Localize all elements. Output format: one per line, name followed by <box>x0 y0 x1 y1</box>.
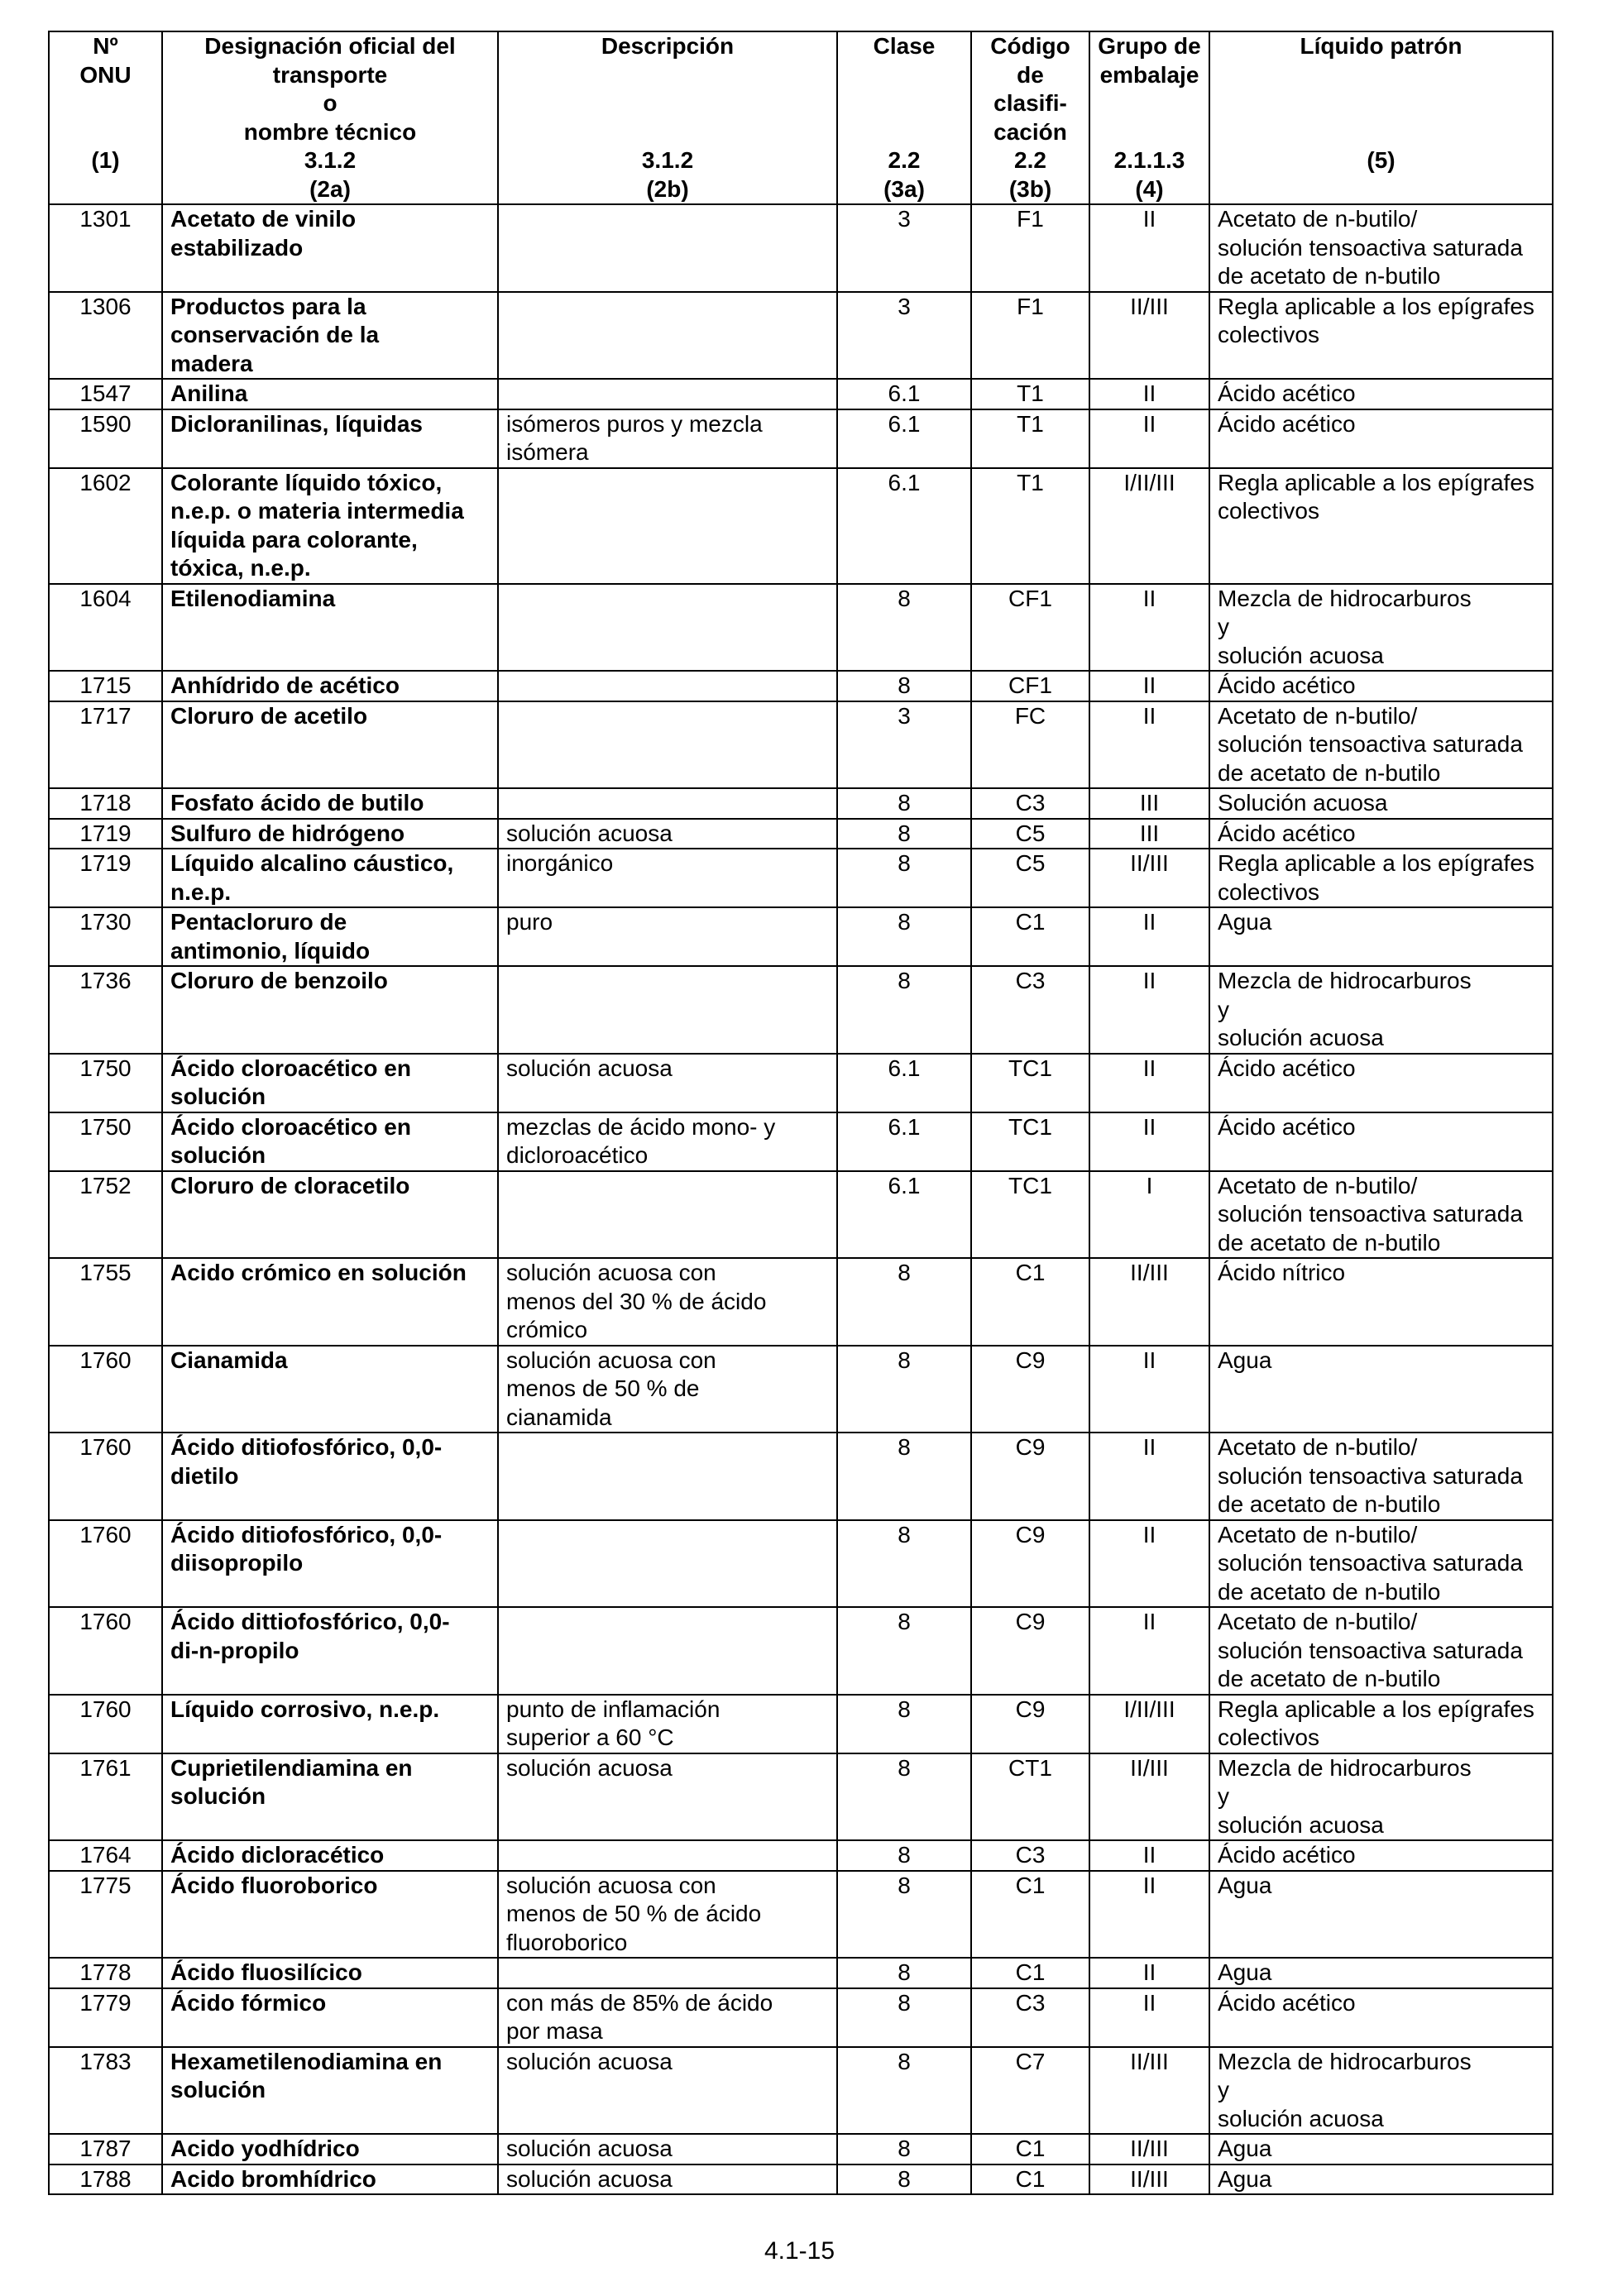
class-cell: 8 <box>837 819 971 849</box>
class-cell: 8 <box>837 1346 971 1433</box>
standard-liquid-cell: Acetato de n-butilo/ solución tensoactiva saturada de acetato de n-butilo <box>1209 1607 1553 1695</box>
standard-liquid-cell: Ácido acético <box>1209 409 1553 468</box>
table-row <box>49 584 1553 672</box>
class-cell: 8 <box>837 2164 971 2195</box>
un-number-cell: 1761 <box>49 1753 162 1841</box>
table-row <box>49 379 1553 409</box>
table-row <box>49 1695 1553 1753</box>
header-class: Clase <box>837 31 971 146</box>
table-row <box>49 2047 1553 2135</box>
table-row <box>49 1871 1553 1959</box>
class-cell: 8 <box>837 1871 971 1959</box>
class-cell: 3 <box>837 292 971 380</box>
official-name-cell: Ácido fluosilícico <box>162 1958 498 1988</box>
class-cell: 8 <box>837 2047 971 2135</box>
description-cell: solución acuosa con menos de 50 % de cianamida <box>498 1346 837 1433</box>
table-row <box>49 966 1553 1054</box>
header-un-number: Nº ONU <box>49 31 162 146</box>
packing-group-cell: II/III <box>1089 292 1209 380</box>
classification-code-cell: C9 <box>971 1346 1089 1433</box>
packing-group-cell: II/III <box>1089 1753 1209 1841</box>
classification-code-cell: C9 <box>971 1520 1089 1608</box>
classification-code-cell: C3 <box>971 788 1089 819</box>
un-number-cell: 1718 <box>49 788 162 819</box>
classification-code-cell: C1 <box>971 1258 1089 1346</box>
table-body <box>49 204 1553 2194</box>
description-cell: punto de inflamación superior a 60 °C <box>498 1695 837 1753</box>
official-name-cell: Cianamida <box>162 1346 498 1433</box>
header-ref-cell: 2.1.1.3 (4) <box>1089 146 1209 204</box>
un-number-cell: 1760 <box>49 1695 162 1753</box>
class-cell: 8 <box>837 584 971 672</box>
un-number-cell: 1750 <box>49 1054 162 1112</box>
official-name-cell: Ácido dicloracético <box>162 1840 498 1871</box>
class-cell: 3 <box>837 204 971 292</box>
standard-liquid-cell: Regla aplicable a los epígrafes colectivos <box>1209 849 1553 907</box>
standard-liquid-cell: Agua <box>1209 2164 1553 2195</box>
classification-code-cell: C1 <box>971 1871 1089 1959</box>
official-name-cell: Ácido ditiofosfórico, 0,0- dietilo <box>162 1433 498 1520</box>
class-cell: 6.1 <box>837 409 971 468</box>
class-cell: 8 <box>837 1958 971 1988</box>
standard-liquid-cell: Agua <box>1209 1346 1553 1433</box>
un-number-cell: 1783 <box>49 2047 162 2135</box>
packing-group-cell: II/III <box>1089 849 1209 907</box>
classification-code-cell: C3 <box>971 1988 1089 2047</box>
un-number-cell: 1778 <box>49 1958 162 1988</box>
description-cell <box>498 1840 837 1871</box>
classification-code-cell: C1 <box>971 2134 1089 2164</box>
class-cell: 8 <box>837 1753 971 1841</box>
official-name-cell: Ácido fórmico <box>162 1988 498 2047</box>
packing-group-cell: I/II/III <box>1089 468 1209 584</box>
packing-group-cell: II <box>1089 1840 1209 1871</box>
packing-group-cell: II <box>1089 701 1209 789</box>
un-number-cell: 1719 <box>49 849 162 907</box>
table-row <box>49 1433 1553 1520</box>
class-cell: 6.1 <box>837 1171 971 1259</box>
un-number-cell: 1604 <box>49 584 162 672</box>
un-number-cell: 1590 <box>49 409 162 468</box>
un-number-cell: 1306 <box>49 292 162 380</box>
un-number-cell: 1775 <box>49 1871 162 1959</box>
official-name-cell: Anilina <box>162 379 498 409</box>
table-row <box>49 701 1553 789</box>
class-cell: 8 <box>837 2134 971 2164</box>
class-cell: 6.1 <box>837 1054 971 1112</box>
packing-group-cell: II/III <box>1089 2134 1209 2164</box>
packing-group-cell: II <box>1089 907 1209 966</box>
packing-group-cell: II <box>1089 584 1209 672</box>
classification-code-cell: C1 <box>971 2164 1089 2195</box>
standard-liquid-cell: Ácido acético <box>1209 819 1553 849</box>
description-cell <box>498 468 837 584</box>
table-row <box>49 671 1553 701</box>
un-number-cell: 1750 <box>49 1112 162 1171</box>
un-number-cell: 1764 <box>49 1840 162 1871</box>
description-cell <box>498 1958 837 1988</box>
description-cell: con más de 85% de ácido por masa <box>498 1988 837 2047</box>
un-number-cell: 1717 <box>49 701 162 789</box>
official-name-cell: Cloruro de cloracetilo <box>162 1171 498 1259</box>
table-row <box>49 907 1553 966</box>
standard-liquid-cell: Ácido acético <box>1209 1840 1553 1871</box>
standard-liquid-cell: Ácido acético <box>1209 671 1553 701</box>
un-number-cell: 1602 <box>49 468 162 584</box>
packing-group-cell: II <box>1089 1520 1209 1608</box>
standard-liquid-cell: Ácido nítrico <box>1209 1258 1553 1346</box>
packing-group-cell: II <box>1089 1988 1209 2047</box>
official-name-cell: Anhídrido de acético <box>162 671 498 701</box>
packing-group-cell: II <box>1089 1958 1209 1988</box>
description-cell: solución acuosa con menos de 50 % de ácido fluoroborico <box>498 1871 837 1959</box>
packing-group-cell: II/III <box>1089 2164 1209 2195</box>
header-ref-cell: 3.1.2 (2a) <box>162 146 498 204</box>
class-cell: 6.1 <box>837 379 971 409</box>
standard-liquid-cell: Regla aplicable a los epígrafes colectivos <box>1209 468 1553 584</box>
description-cell <box>498 1520 837 1608</box>
table-row <box>49 1520 1553 1608</box>
description-cell <box>498 671 837 701</box>
standard-liquid-cell: Acetato de n-butilo/ solución tensoactiva saturada de acetato de n-butilo <box>1209 1171 1553 1259</box>
official-name-cell: Cuprietilendiamina en solución <box>162 1753 498 1841</box>
standard-liquid-cell: Agua <box>1209 1871 1553 1959</box>
description-cell: solución acuosa <box>498 1054 837 1112</box>
table-row <box>49 849 1553 907</box>
description-cell <box>498 701 837 789</box>
classification-code-cell: CT1 <box>971 1753 1089 1841</box>
classification-code-cell: CF1 <box>971 584 1089 672</box>
description-cell <box>498 1171 837 1259</box>
table-row <box>49 204 1553 292</box>
packing-group-cell: II <box>1089 409 1209 468</box>
class-cell: 8 <box>837 1433 971 1520</box>
class-cell: 6.1 <box>837 468 971 584</box>
table-row <box>49 292 1553 380</box>
official-name-cell: Líquido corrosivo, n.e.p. <box>162 1695 498 1753</box>
description-cell <box>498 379 837 409</box>
table-row <box>49 1054 1553 1112</box>
packing-group-cell: II <box>1089 1607 1209 1695</box>
classification-code-cell: T1 <box>971 379 1089 409</box>
description-cell: solución acuosa <box>498 2047 837 2135</box>
un-number-cell: 1715 <box>49 671 162 701</box>
class-cell: 8 <box>837 1695 971 1753</box>
description-cell: mezclas de ácido mono- y dicloroacético <box>498 1112 837 1171</box>
table-row <box>49 788 1553 819</box>
classification-code-cell: TC1 <box>971 1171 1089 1259</box>
classification-code-cell: F1 <box>971 292 1089 380</box>
class-cell: 6.1 <box>837 1112 971 1171</box>
packing-group-cell: II/III <box>1089 1258 1209 1346</box>
classification-code-cell: C3 <box>971 1840 1089 1871</box>
classification-code-cell: C9 <box>971 1607 1089 1695</box>
description-cell: solución acuosa con menos del 30 % de ácido crómico <box>498 1258 837 1346</box>
table-row <box>49 819 1553 849</box>
header-classification-code: Código de clasifi- cación <box>971 31 1089 146</box>
header-ref-cell: (1) <box>49 146 162 204</box>
standard-liquid-cell: Ácido acético <box>1209 1112 1553 1171</box>
table-row <box>49 1988 1553 2047</box>
official-name-cell: Ácido cloroacético en solución <box>162 1112 498 1171</box>
packing-group-cell: III <box>1089 788 1209 819</box>
description-cell <box>498 788 837 819</box>
header-description: Descripción <box>498 31 837 146</box>
table-row <box>49 1753 1553 1841</box>
packing-group-cell: II <box>1089 379 1209 409</box>
table-row <box>49 1958 1553 1988</box>
standard-liquid-cell: Acetato de n-butilo/ solución tensoactiva saturada de acetato de n-butilo <box>1209 204 1553 292</box>
class-cell: 8 <box>837 788 971 819</box>
header-ref-cell: 3.1.2 (2b) <box>498 146 837 204</box>
standard-liquid-cell: Acetato de n-butilo/ solución tensoactiva saturada de acetato de n-butilo <box>1209 1520 1553 1608</box>
class-cell: 8 <box>837 1258 971 1346</box>
description-cell <box>498 1607 837 1695</box>
description-cell: solución acuosa <box>498 1753 837 1841</box>
packing-group-cell: I/II/III <box>1089 1695 1209 1753</box>
standard-liquid-cell: Agua <box>1209 2134 1553 2164</box>
table-row <box>49 468 1553 584</box>
description-cell: isómeros puros y mezcla isómera <box>498 409 837 468</box>
packing-group-cell: III <box>1089 819 1209 849</box>
header-packing-group: Grupo de embalaje <box>1089 31 1209 146</box>
official-name-cell: Productos para la conservación de la madera <box>162 292 498 380</box>
packing-group-cell: II <box>1089 1871 1209 1959</box>
classification-code-cell: C3 <box>971 966 1089 1054</box>
classification-code-cell: C1 <box>971 1958 1089 1988</box>
header-ref-row <box>49 146 1553 204</box>
official-name-cell: Cloruro de benzoilo <box>162 966 498 1054</box>
official-name-cell: Ácido dittiofosfórico, 0,0- di-n-propilo <box>162 1607 498 1695</box>
class-cell: 8 <box>837 1840 971 1871</box>
standard-liquid-cell: Regla aplicable a los epígrafes colectivos <box>1209 1695 1553 1753</box>
header-ref-cell: 2.2 (3b) <box>971 146 1089 204</box>
description-cell <box>498 204 837 292</box>
description-cell: solución acuosa <box>498 2134 837 2164</box>
header-ref-cell: (5) <box>1209 146 1553 204</box>
classification-code-cell: C9 <box>971 1695 1089 1753</box>
classification-code-cell: T1 <box>971 409 1089 468</box>
standard-liquid-cell: Regla aplicable a los epígrafes colectivos <box>1209 292 1553 380</box>
description-cell <box>498 1433 837 1520</box>
class-cell: 8 <box>837 907 971 966</box>
classification-code-cell: C1 <box>971 907 1089 966</box>
un-number-cell: 1719 <box>49 819 162 849</box>
official-name-cell: Dicloranilinas, líquidas <box>162 409 498 468</box>
standard-liquid-cell: Mezcla de hidrocarburos y solución acuosa <box>1209 2047 1553 2135</box>
standard-liquid-cell: Mezcla de hidrocarburos y solución acuosa <box>1209 584 1553 672</box>
un-number-cell: 1760 <box>49 1433 162 1520</box>
description-cell: inorgánico <box>498 849 837 907</box>
official-name-cell: Fosfato ácido de butilo <box>162 788 498 819</box>
official-name-cell: Acido yodhídrico <box>162 2134 498 2164</box>
official-name-cell: Ácido ditiofosfórico, 0,0- diisopropilo <box>162 1520 498 1608</box>
official-name-cell: Hexametilenodiamina en solución <box>162 2047 498 2135</box>
official-name-cell: Etilenodiamina <box>162 584 498 672</box>
substances-table <box>48 31 1554 2195</box>
classification-code-cell: CF1 <box>971 671 1089 701</box>
official-name-cell: Cloruro de acetilo <box>162 701 498 789</box>
table-row <box>49 1607 1553 1695</box>
table-row <box>49 2134 1553 2164</box>
description-cell: puro <box>498 907 837 966</box>
official-name-cell: Colorante líquido tóxico, n.e.p. o materia intermedia líquida para colorante, tóxica, n.e.p. <box>162 468 498 584</box>
description-cell: solución acuosa <box>498 2164 837 2195</box>
class-cell: 8 <box>837 671 971 701</box>
table-row <box>49 1112 1553 1171</box>
standard-liquid-cell: Mezcla de hidrocarburos y solución acuosa <box>1209 1753 1553 1841</box>
description-cell <box>498 966 837 1054</box>
un-number-cell: 1779 <box>49 1988 162 2047</box>
standard-liquid-cell: Ácido acético <box>1209 379 1553 409</box>
un-number-cell: 1760 <box>49 1607 162 1695</box>
class-cell: 8 <box>837 1607 971 1695</box>
official-name-cell: Líquido alcalino cáustico, n.e.p. <box>162 849 498 907</box>
packing-group-cell: II <box>1089 671 1209 701</box>
un-number-cell: 1760 <box>49 1346 162 1433</box>
official-name-cell: Acido bromhídrico <box>162 2164 498 2195</box>
official-name-cell: Ácido fluoroborico <box>162 1871 498 1959</box>
standard-liquid-cell: Acetato de n-butilo/ solución tensoactiva saturada de acetato de n-butilo <box>1209 701 1553 789</box>
un-number-cell: 1730 <box>49 907 162 966</box>
un-number-cell: 1760 <box>49 1520 162 1608</box>
classification-code-cell: C7 <box>971 2047 1089 2135</box>
packing-group-cell: II <box>1089 1346 1209 1433</box>
description-cell: solución acuosa <box>498 819 837 849</box>
header-title-row <box>49 31 1553 146</box>
packing-group-cell: II <box>1089 1112 1209 1171</box>
official-name-cell: Sulfuro de hidrógeno <box>162 819 498 849</box>
table-row <box>49 1346 1553 1433</box>
classification-code-cell: C5 <box>971 819 1089 849</box>
class-cell: 8 <box>837 966 971 1054</box>
classification-code-cell: FC <box>971 701 1089 789</box>
standard-liquid-cell: Solución acuosa <box>1209 788 1553 819</box>
packing-group-cell: I <box>1089 1171 1209 1259</box>
standard-liquid-cell: Agua <box>1209 907 1553 966</box>
un-number-cell: 1787 <box>49 2134 162 2164</box>
un-number-cell: 1736 <box>49 966 162 1054</box>
table-row <box>49 1258 1553 1346</box>
standard-liquid-cell: Acetato de n-butilo/ solución tensoactiva saturada de acetato de n-butilo <box>1209 1433 1553 1520</box>
header-standard-liquid: Líquido patrón <box>1209 31 1553 146</box>
classification-code-cell: TC1 <box>971 1112 1089 1171</box>
class-cell: 8 <box>837 849 971 907</box>
table-row <box>49 2164 1553 2195</box>
packing-group-cell: II/III <box>1089 2047 1209 2135</box>
official-name-cell: Pentacloruro de antimonio, líquido <box>162 907 498 966</box>
standard-liquid-cell: Mezcla de hidrocarburos y solución acuosa <box>1209 966 1553 1054</box>
table-row <box>49 1840 1553 1871</box>
header-ref-cell: 2.2 (3a) <box>837 146 971 204</box>
classification-code-cell: C5 <box>971 849 1089 907</box>
description-cell <box>498 292 837 380</box>
un-number-cell: 1301 <box>49 204 162 292</box>
standard-liquid-cell: Ácido acético <box>1209 1054 1553 1112</box>
un-number-cell: 1788 <box>49 2164 162 2195</box>
official-name-cell: Acetato de vinilo estabilizado <box>162 204 498 292</box>
un-number-cell: 1752 <box>49 1171 162 1259</box>
description-cell <box>498 584 837 672</box>
un-number-cell: 1547 <box>49 379 162 409</box>
classification-code-cell: TC1 <box>971 1054 1089 1112</box>
official-name-cell: Acido crómico en solución <box>162 1258 498 1346</box>
standard-liquid-cell: Ácido acético <box>1209 1988 1553 2047</box>
header-official-name: Designación oficial del transporte o nombre técnico <box>162 31 498 146</box>
packing-group-cell: II <box>1089 204 1209 292</box>
class-cell: 3 <box>837 701 971 789</box>
table-row <box>49 409 1553 468</box>
official-name-cell: Ácido cloroacético en solución <box>162 1054 498 1112</box>
table-row <box>49 1171 1553 1259</box>
standard-liquid-cell: Agua <box>1209 1958 1553 1988</box>
un-number-cell: 1755 <box>49 1258 162 1346</box>
packing-group-cell: II <box>1089 1054 1209 1112</box>
class-cell: 8 <box>837 1520 971 1608</box>
packing-group-cell: II <box>1089 1433 1209 1520</box>
classification-code-cell: C9 <box>971 1433 1089 1520</box>
page-number: 4.1-15 <box>764 2237 835 2265</box>
classification-code-cell: T1 <box>971 468 1089 584</box>
packing-group-cell: II <box>1089 966 1209 1054</box>
classification-code-cell: F1 <box>971 204 1089 292</box>
class-cell: 8 <box>837 1988 971 2047</box>
